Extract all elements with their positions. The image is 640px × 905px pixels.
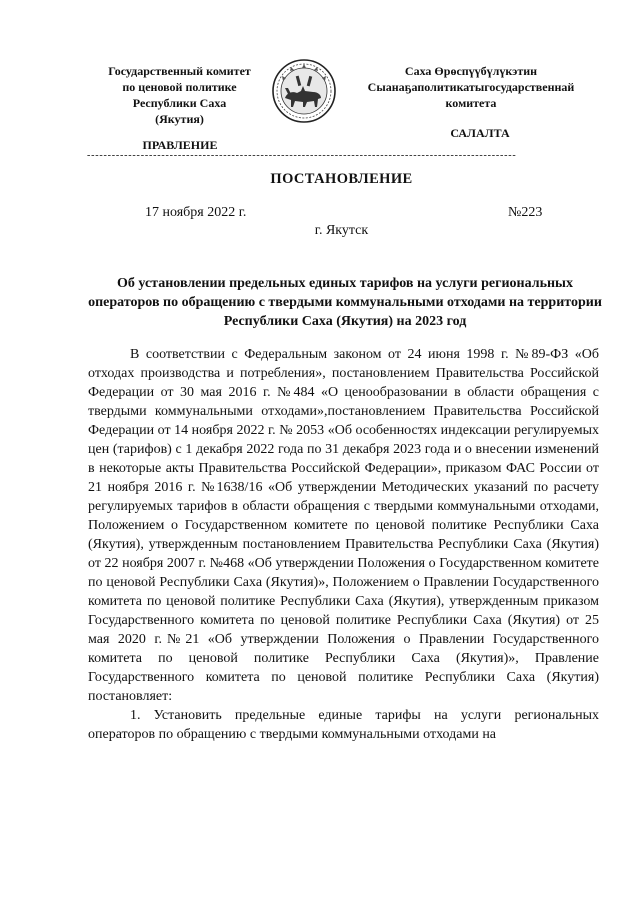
issuer-line: (Якутия) — [155, 112, 204, 126]
issuer-line: Саха Өрөспүүбүлүкэтин — [404, 64, 538, 78]
issuer-line: Республики Саха — [132, 96, 227, 110]
unit-name-ru: ПРАВЛЕНИЕ — [142, 138, 218, 152]
body-paragraph: В соответствии с Федеральным законом от 24 июня 1998 г. №89-ФЗ «Об отходах производства и потребления», постановлением Правительства Российской Федерации от 30 мая 2016 г. №484 «О ценообразовании в области обращения с твердыми коммунальными отходами»,постановлением Правительства Российской Федерации от 14 ноября 2022 г. № 2053 «Об особенностях индексации регулируемых цен (тарифов) с 1 декабря 2022 года по 31 декабря 2023 года и о внесении изменений в некоторые акты Правительства Российской Федерации», приказом ФАС России от 21 ноября 2016 г. №1638/16 «Об утверждении Методических указаний по расчету регулируемых тарифов в области обращения с твердыми коммунальными отходами, Положением о Государственном комитете по ценовой политике Республики Саха (Якутия), утвержденным постановлением Правительства Республики Саха (Якутия) от 22 ноября 2007 г. №468 «Об утверждении Положения о Государственном комитете по ценовой Республики Саха (Якутия)», Положением о Правлении Государственного комитета по ценовой политике Республики Саха (Якутия), утвержденным приказом Государственного комитета по ценовой политике Республики Саха (Якутия) от 25 мая 2020 г.№21 «Об утверждении Положения о Правлении Государственного комитета по ценовой политике Республики Саха (Якутия)», Правление Государственного комитета по ценовой политике Республики Саха (Якутия) постановляет: — [88, 347, 599, 704]
document-city: г. Якутск — [314, 223, 369, 238]
issuer-line: Сыанаҕаполитикатыгосударственнай — [367, 80, 575, 94]
document-date: 17 ноября 2022 г. — [145, 205, 247, 220]
document-number: №223 — [508, 205, 543, 220]
issuer-line: Государственный комитет — [108, 64, 251, 78]
body-paragraph: 1. Установить предельные единые тарифы на услуги региональных операторов по обращению с твердыми коммунальными отходами на — [88, 708, 599, 742]
issuer-line: по ценовой политике — [122, 80, 237, 94]
document-body — [88, 345, 599, 744]
document-title: ПОСТАНОВЛЕНИЕ — [270, 171, 413, 187]
issuer-name-sakha — [340, 63, 602, 111]
sakha-emblem-icon — [271, 58, 337, 124]
document-subject: Об установлении предельных единых тарифов на услуги региональных операторов по обращению с твердыми коммунальными отходами на территории Республики Саха (Якутия) на 2023 год — [88, 276, 602, 329]
unit-name-sakha: САЛАЛТА — [450, 126, 510, 140]
issuer-name-ru — [88, 63, 271, 127]
header-separator: -------------------------------------------------------------------------------------------------------- — [87, 152, 517, 160]
issuer-line: комитета — [445, 96, 497, 110]
